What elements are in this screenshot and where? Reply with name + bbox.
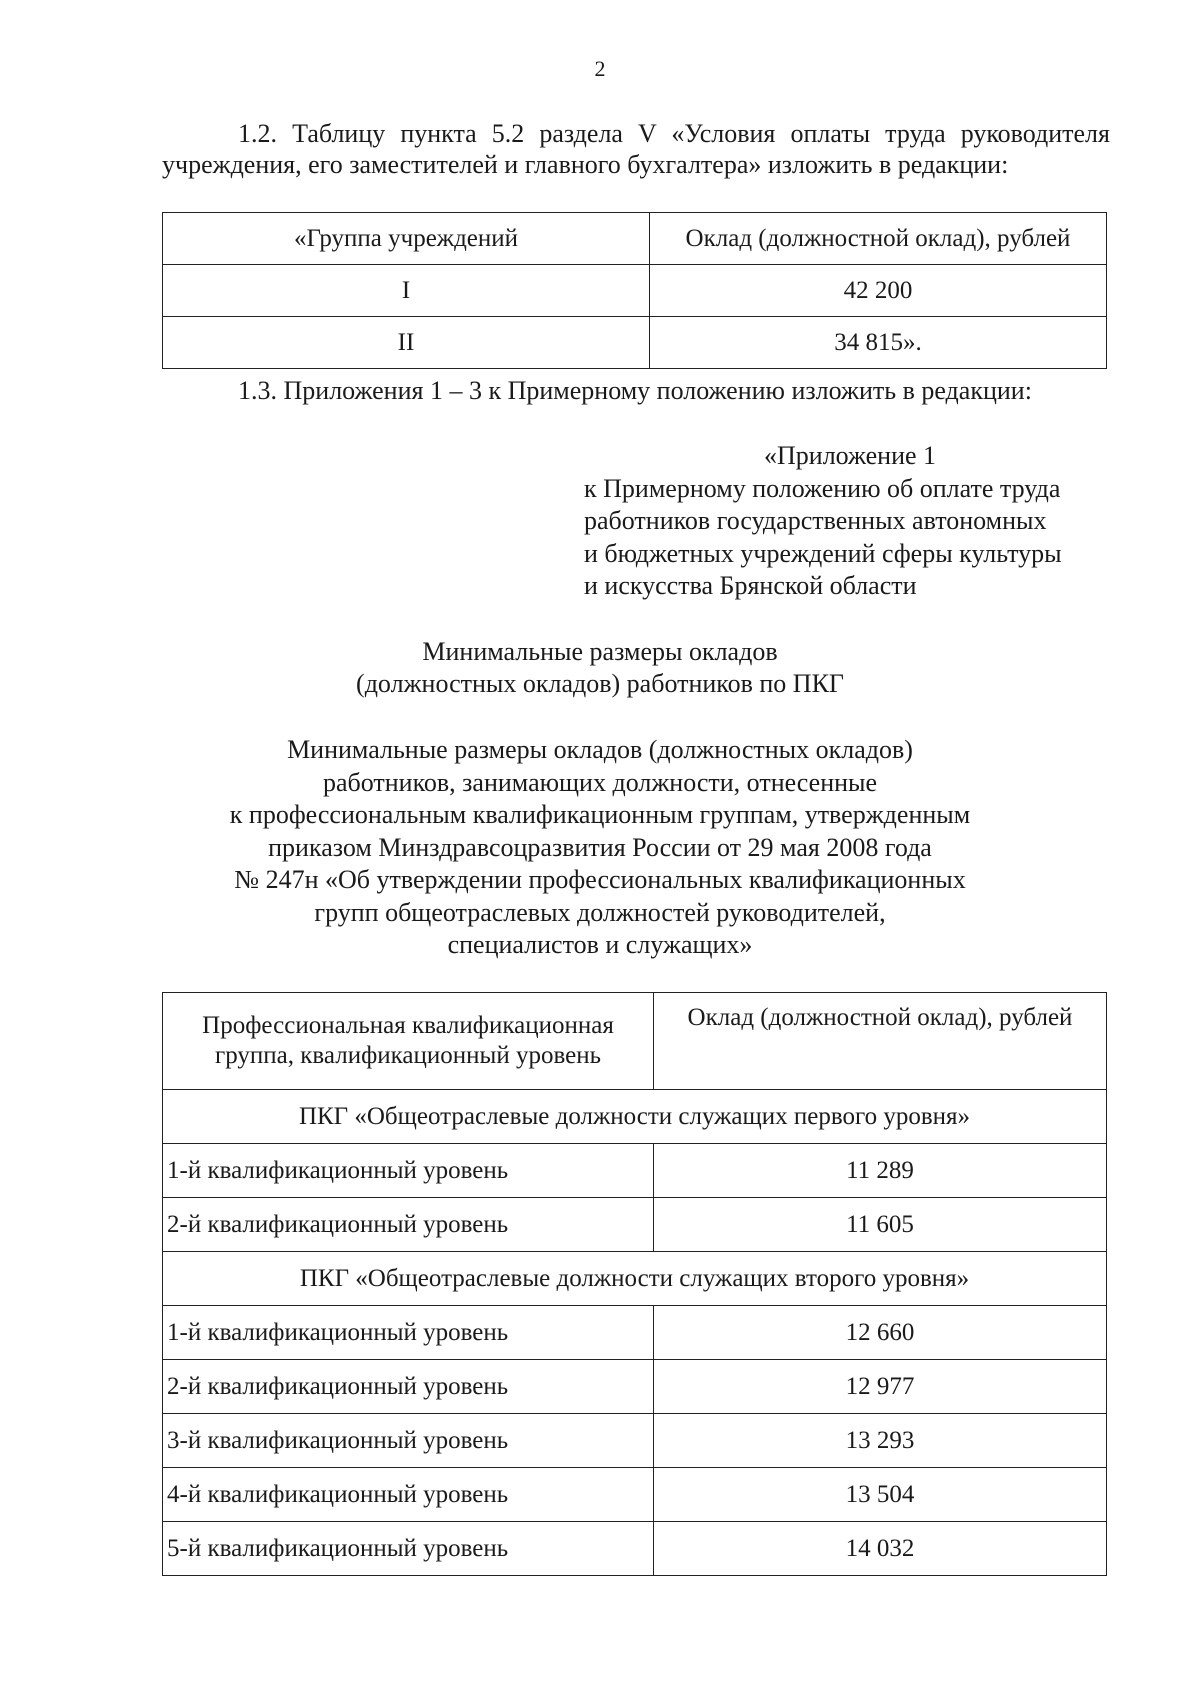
header-cell-salary: Оклад (должностной оклад), рублей [650,213,1107,265]
table-row [163,1522,1107,1576]
table-row [163,1144,1107,1198]
heading-line: групп общеотраслевых должностей руководителей, [314,897,886,927]
subsection-heading [150,734,1050,962]
group-title-cell: ПКГ «Общеотраслевые должности служащих второго уровня» [163,1252,1107,1306]
appendix-title: «Приложение 1 [764,441,937,470]
appendix-line: и бюджетных учреждений сферы культуры [584,538,1062,568]
heading-line: № 247н «Об утверждении профессиональных квалификационных [234,865,966,894]
table-row [163,1198,1107,1252]
qualification-salary-table [162,992,1107,1576]
header-line: Профессиональная квалификационная [202,1012,614,1039]
institution-group-table [162,212,1107,369]
heading-line: приказом Минздравсоцразвития России от 29 мая 2008 года [268,832,932,862]
table-row [163,1468,1107,1522]
table-row [163,265,1107,317]
heading-line: специалистов и служащих» [447,930,753,959]
salary-cell: 12 977 [654,1360,1107,1414]
intro-paragraph: 1.2. Таблицу пункта 5.2 раздела V «Условия оплаты труда руководителя учреждения, его заместителей и главного бухгалтера» изложить в редакции: [162,119,1110,179]
salary-cell: 34 815». [650,317,1107,369]
table-row [163,317,1107,369]
header-cell-group: «Группа учреждений [163,213,650,265]
salary-cell: 12 660 [654,1306,1107,1360]
salary-cell: 11 289 [654,1144,1107,1198]
level-cell: 1-й квалификационный уровень [163,1144,654,1198]
header-line: группа, квалификационный уровень [215,1042,601,1069]
group-cell: II [163,317,650,369]
heading-line: к профессиональным квалификационным группам, утвержденным [229,800,971,829]
group-title-row [163,1252,1107,1306]
heading-line: Минимальные размеры окладов (должностных окладов) [287,735,913,764]
salary-cell: 13 504 [654,1468,1107,1522]
heading-line: Минимальные размеры окладов [422,637,778,666]
section-heading [0,636,1200,700]
salary-cell: 42 200 [650,265,1107,317]
appendix-header [584,440,1124,603]
level-cell: 5-й квалификационный уровень [163,1522,654,1576]
heading-line: (должностных окладов) работников по ПКГ [356,669,844,698]
group-title-cell: ПКГ «Общеотраслевые должности служащих первого уровня» [163,1090,1107,1144]
header-cell-salary: Оклад (должностной оклад), рублей [654,993,1107,1090]
header-cell-group [163,993,654,1090]
level-cell: 2-й квалификационный уровень [163,1198,654,1252]
paragraph-1-3: 1.3. Приложения 1 – 3 к Примерному положению изложить в редакции: [238,376,1032,405]
appendix-line: к Примерному положению об оплате труда [584,473,1061,503]
level-cell: 1-й квалификационный уровень [163,1306,654,1360]
group-cell: I [163,265,650,317]
table-row [163,1306,1107,1360]
heading-line: работников, занимающих должности, отнесенные [322,767,878,797]
table-row [163,1360,1107,1414]
appendix-line: работников государственных автономных [584,506,1047,535]
level-cell: 4-й квалификационный уровень [163,1468,654,1522]
table-row [163,1414,1107,1468]
appendix-line: и искусства Брянской области [584,571,917,600]
page-number: 2 [594,56,606,81]
level-cell: 2-й квалификационный уровень [163,1360,654,1414]
table-header-row [163,993,1107,1090]
salary-cell: 14 032 [654,1522,1107,1576]
salary-cell: 13 293 [654,1414,1107,1468]
table-header-row [163,213,1107,265]
group-title-row [163,1090,1107,1144]
level-cell: 3-й квалификационный уровень [163,1414,654,1468]
salary-cell: 11 605 [654,1198,1107,1252]
